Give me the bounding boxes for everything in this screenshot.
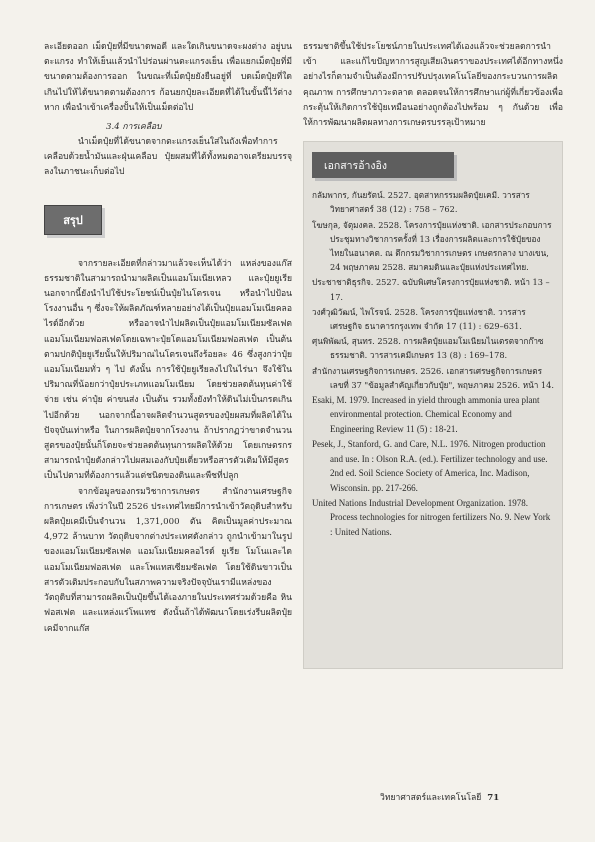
- reference-item: สำนักงานเศรษฐกิจการเกษตร. 2526. เอกสารเศรษฐกิจการเกษตร เลขที่ 37 "ข้อมูลสำคัญเกี่ยวกับปุ๋ย", พฤษภาคม 2526. หน้า 14.: [312, 365, 554, 390]
- references-panel: [303, 141, 563, 669]
- left-column: [44, 40, 292, 637]
- left-paragraph-2: นำเม็ดปุ๋ยที่ได้ขนาดจากตะแกรงเย็นใส่ในถังเพื่อทำการเคลือบด้วยน้ำมันและฝุ่นเคลือบ ปุ๋ยผสมที่ได้ทั้งหมดอาจเตรียมบรรจุลงในภาชนะเก็บต่อไป: [44, 137, 292, 178]
- reference-item-english: Pesek, J., Stanford, G. and Care, N.L. 1976. Nitrogen production and use. In : Olson R.A. (ed.). Fertilizer technology and use. 2nd ed. Soil Science Society of America, Inc. Madison, Wisconsin. pp. 217-266.: [312, 439, 548, 493]
- reference-item: ประชาชาติธุรกิจ. 2527. ฉบับพิเศษโครงการปุ๋ยแห่งชาติ. หน้า 13 – 17.: [312, 277, 550, 302]
- left-paragraph-1: ละเอียดออก เม็ดปุ๋ยที่มีขนาดพอดี และใดเกินขนาดจะผงต่าง อยู่บนตะแกรง ทำให้เย็นแล้วนำไปร่อนผ่านตะแกรงเย็น เพื่อแยกเม็ดปุ๋ยที่มีขนาดตามต้องการออก ในขณะที่เม็ดปุ๋ยยังยืนอยู่ที่ บดเม็ดปุ๋ยที่ใดเกินไปให้ได้ขนาดตามต้องการ ก้อนยกปุ๋ยละเอียดที่ได้ในขั้นนี้ไว้ต่างหาก เพื่อนำเข้าเครื่องปั้นให้เป็นเม็ดต่อไป: [44, 42, 292, 113]
- subsection-heading: 3.4 การเคลือบ: [106, 122, 162, 133]
- right-paragraph-1: ธรรมชาติขึ้นใช้ประโยชน์ภายในประเทศได้เองแล้วจะช่วยลดการนำเข้า และแก้ไขปัญหาการสูญเสียเงินตราของประเทศได้อีกทางหนึ่ง อย่างไรก็ตามจำเป็นต้องมีการปรับปรุงเทคโนโลยีของกระบวนการผลิต คุณภาพ การศึกษาภาวะตลาด ตลอดจนให้การศึกษาแก่ผู้ที่เกี่ยวข้องเพื่อกระตุ้นให้เกิดการใช้ปุ๋ยเหมือนอย่างถูกต้องไปพร้อม ๆ กันด้วย เพื่อให้การพัฒนาผลิตผลทางการเกษตรบรรลุเป้าหมาย: [303, 42, 563, 129]
- reference-item-english: Esaki, M. 1979. Increased in yield through ammonia urea plant environmental protection. Chemical Economy and Engineering Review 11 (5) : 18-21.: [312, 395, 540, 434]
- right-column: [303, 40, 563, 669]
- left-paragraph-4: จากข้อมูลของกรมวิชาการเกษตร สำนักงานเศรษฐกิจการเกษตร เพิ่งว่าในปี 2526 ประเทศไทยมีการนำเข้าวัตถุดิบสำหรับผลิตปุ๋ยเคมีเป็นจำนวน 1,371,000 ตัน คิดเป็นมูลค่าประมาณ 4,972 ล้านบาท วัตถุดิบจากต่างประเทศดังกล่าว ถูกนำเข้ามาในรูปของแอมโมเนียมซัลเฟต แอมโมเนียมคลอไรด์ ยูเรีย โมโนและไดแอมโมเนียมฟอสเฟต และโพแทสเซียมซัลเฟต โดยใช้ดินขาวเป็นสารตัวเติมประกอบกับในสภาพความจริงปัจจุบันเรามีแหล่งของวัตถุดิบที่สามารถผลิตเป็นปุ๋ยขึ้นได้เองภายในประเทศร่วมด้วยคือ หินฟอสเฟต และแหล่งแร่โพแทช ดังนั้นถ้าได้พัฒนาโดยเร่งรีบผลิตปุ๋ยเคมีจากแก๊ส: [44, 486, 292, 634]
- page-number: 71: [487, 793, 500, 803]
- references-heading: เอกสารอ้างอิง: [312, 152, 454, 178]
- reference-item: ศุนพิพัฒน์, สุนทร. 2528. การผลิตปุ๋ยแอมโมเนียมไนเตรตจากก๊าซธรรมชาติ. วารสารเคมีเกษตร 13 (8) : 169–178.: [312, 336, 544, 361]
- reference-item: วงศ์วุฒิวัฒน์, ไพโรจน์. 2528. โครงการปุ๋ยแห่งชาติ. วารสารเศรษฐกิจ ธนาคารกรุงเทพ จำกัด 17 (11) : 629–631.: [312, 306, 526, 332]
- section-heading-summary: สรุป: [44, 205, 102, 235]
- left-paragraph-3: จากรายละเอียดที่กล่าวมาแล้วจะเห็นได้ว่า แหล่งของแก๊สธรรมชาติในสามารถนำมาผลิตเป็นแอมโมเนียเหลว และปุ๋ยยูเรีย นอกจากนี้ยังนำไปใช้ประโยชน์เป็นปุ๋ยไนโตรเจน หรือนำไปป้อนโรงงานอื่น ๆ ซึ่งจะให้ผลิตภัณฑ์หลายอย่างได้เป็นปุ๋ยแอมโมเนียคลอไรด์อีกด้วย หรืออาจนำไปผลิตเป็นปุ๋ยแอมโมเนียมซัลเฟต แอมโมเนียมฟอสเฟตโดยเฉพาะปุ๋ยโดแอมโมเนียมฟอสเฟต เป็นต้น ตามปกติปุ๋ยยูเรียนั้นให้ปริมาณไนโตรเจนถึงร้อยละ 46 ซึ่งสูงกว่าปุ๋ยแอมโมเนียมทั่ว ๆ ไป ดังนั้น การใช้ปุ๋ยยูเรียลงไปในไร่นา จึงใช้ในปริมาณที่น้อยกว่าปุ๋ยประเภทแอมโมเนียม โดยช่วยลดต้นทุนค่าใช้จ่าย เช่น ค่าปุ๋ย ค่าขนส่ง เป็นต้น รวมทั้งยังทำให้ดินไม่เป็นกรดเกินไปอีกด้วย นอกจากนี้อาจผลิตจำนวนสูตรของปุ๋ยผสมที่ผลิตได้ในปัจจุบันเท่าหรือ ในการผลิตปุ๋ยจากโรงงาน ถ้าปรากฏว่าขาดจำนวนสูตรของปุ๋ยนั้นก็โดยจะช่วยลดต้นทุนการผลิตให้ด้วย โดยเกษตรกรสามารถนำปุ๋ยดังกล่าวไปผสมเองกับปุ๋ยเดี่ยวหรือสารตัวเติมให้มีสูตรเป็นไปตามที่ต้องการแล้วแต่ชนิดของดินและพืชที่ปลูก: [44, 258, 292, 482]
- journal-name: วิทยาศาสตร์และเทคโนโลยี: [380, 793, 482, 803]
- page-footer: [380, 790, 499, 804]
- reference-item: โฆษกุล, จัตุมงคล. 2528. โครงการปุ๋ยแห่งชาติ. เอกสารประกอบการประชุมทางวิชาการครั้งที่ 13 เรื่องการผลิตและการใช้ปุ๋ยของไทยในอนาคต. ณ ตึกกรมวิชาการเกษตร เกษตรกลาง บางเขน, 24 พฤษภาคม 2528. สมาคมดินและปุ๋ยแห่งประเทศไทย.: [312, 219, 552, 273]
- reference-item-english: United Nations Industrial Development Organization. 1978. Process technologies for nitrogen fertilizers No. 9. New York : United Nations.: [312, 497, 551, 537]
- reference-item: กลัมพากร, กันยรัตน์. 2527. อุตสาหกรรมผลิตปุ๋ยเคมี. วารสารวิทยาศาสตร์ 38 (12) : 758 – 762.: [312, 190, 530, 215]
